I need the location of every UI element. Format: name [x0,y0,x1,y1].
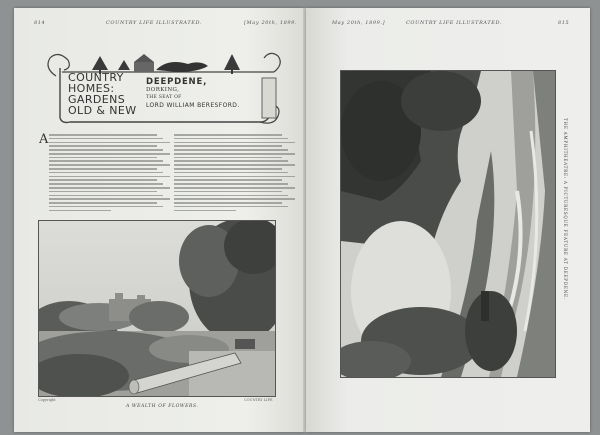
body-text-line [49,134,157,136]
body-text-line [174,191,282,193]
body-text-line [49,195,163,197]
body-text-line [174,153,295,155]
body-text-line [174,210,236,212]
owner-name: LORD WILLIAM BERESFORD. [146,102,240,109]
seat-label: THE SEAT OF [146,95,182,100]
body-text-line [174,202,282,204]
body-text-line [174,198,295,200]
body-text-line [49,202,157,204]
photo-caption: A WEALTH OF FLOWERS. [126,404,199,409]
article-header [38,48,288,128]
text-column-2 [174,134,286,216]
body-text-line [174,138,288,140]
left-date: [May 20th, 1899. [244,20,298,26]
body-text-line [49,138,163,140]
body-text-line [174,145,282,147]
body-text-line [49,198,170,200]
right-date: May 20th, 1899.] [332,20,386,26]
body-text-line [49,176,170,178]
drop-cap: A [39,132,49,147]
right-page [306,8,590,432]
body-text-line [49,168,157,170]
amphitheatre-photo [340,70,556,378]
body-text-line [174,179,282,181]
garden-photo [38,220,276,397]
right-running-head: COUNTRY LIFE ILLUSTRATED. [406,20,503,26]
body-text-line [49,206,163,208]
house-name: DEEPDENE, [146,77,208,87]
body-text-line [49,157,157,159]
text-column-1 [49,134,161,216]
body-text-line [49,160,163,162]
series-title [68,72,136,116]
body-text-line [49,153,170,155]
body-text-line [174,206,288,208]
body-text-line [174,172,288,174]
body-text-line [49,145,157,147]
body-text-line [174,195,288,197]
series-title-line-4: OLD & NEW [68,104,137,117]
body-text-line [174,142,295,144]
photo-credit-right: COUNTRY LIFE [244,398,273,402]
place-name: DORKING, [146,87,180,93]
left-page [14,8,304,432]
body-text-line [174,164,295,166]
body-text-line [49,149,163,151]
body-text-line [174,149,288,151]
article-subtitle [146,78,240,110]
side-caption: THE AMPHITHEATRE: A PICTURESQUE FEATURE AT DEEPDENE. [563,118,568,300]
side-caption-container [562,118,568,368]
right-page-number: 815 [558,20,570,26]
body-text-line [174,160,288,162]
body-text-line [49,183,163,185]
series-title-line-1: COUNTRY [68,71,124,84]
body-text-line [49,164,170,166]
body-text-line [174,183,288,185]
left-page-number: 814 [34,20,46,26]
left-running-head: COUNTRY LIFE ILLUSTRATED. [106,20,203,26]
body-text-line [49,172,163,174]
body-text-line [174,168,282,170]
body-text-line [174,187,295,189]
body-text-line [174,157,282,159]
series-title-line-2: HOMES: [68,82,115,95]
body-text-line [174,176,295,178]
body-text-line [49,187,170,189]
series-title-line-3: GARDENS [68,93,126,106]
body-text-line [49,142,170,144]
body-text-line [49,210,111,212]
body-text-line [49,191,157,193]
photo-credit-left: Copyright [38,398,56,402]
body-text-line [49,179,157,181]
magazine-spread [14,8,590,432]
body-text-line [174,134,282,136]
